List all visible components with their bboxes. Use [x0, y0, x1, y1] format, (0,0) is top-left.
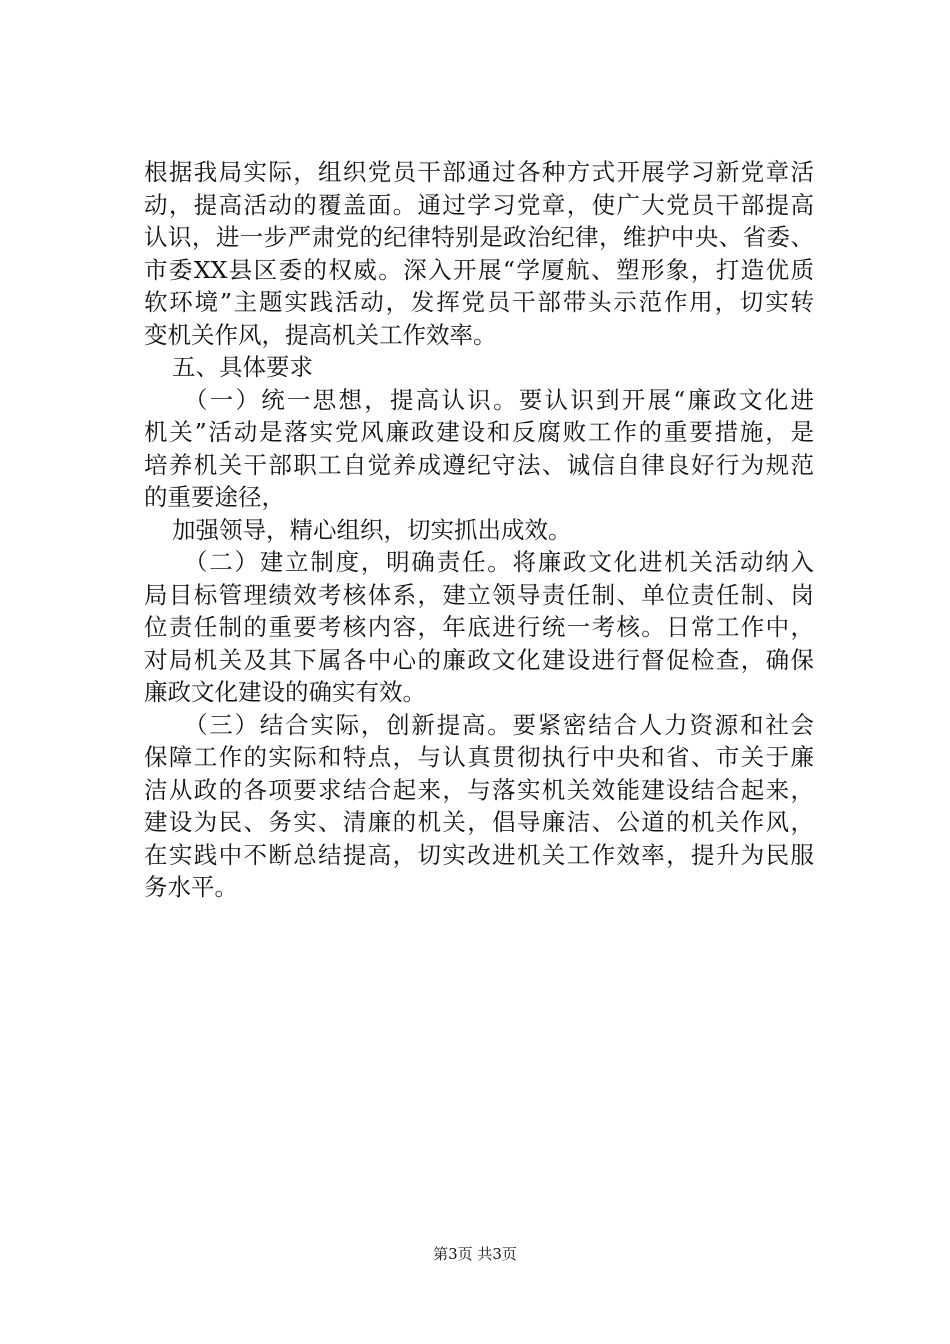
- document-body: [144, 156, 814, 904]
- body-line: 在实践中不断总结提高，切实改进机关工作效率，提升为民服: [144, 840, 814, 869]
- body-line: （三）结合实际，创新提高。要紧密结合人力资源和社会: [184, 710, 814, 739]
- body-line: 认识，进一步严肃党的纪律特别是政治纪律，维护中央、省委、: [144, 223, 814, 251]
- body-line: 局目标管理绩效考核体系，建立领导责任制、单位责任制、岗: [144, 580, 814, 609]
- body-line: 保障工作的实际和特点，与认真贯彻执行中央和省、市关于廉: [144, 743, 814, 771]
- body-line: 变机关作风，提高机关工作效率。: [144, 320, 497, 349]
- section-heading: 五、具体要求: [172, 353, 313, 381]
- body-line: 洁从政的各项要求结合起来，与落实机关效能建设结合起来，: [144, 775, 814, 804]
- body-line: 的重要途径，: [144, 483, 285, 511]
- page-number-footer: 第3页 共3页: [433, 1245, 517, 1263]
- body-line: 根据我局实际，组织党员干部通过各种方式开展学习新党章活: [144, 158, 814, 186]
- body-line: 建设为民、务实、清廉的机关，倡导廉洁、公道的机关作风，: [144, 808, 814, 836]
- body-line: 务水平。: [144, 873, 238, 901]
- body-line: 机关”活动是落实党风廉政建设和反腐败工作的重要措施，是: [144, 418, 814, 446]
- body-line: 市委XX县区委的权威。深入开展“学厦航、塑形象，打造优质: [144, 255, 814, 284]
- body-line: （一）统一思想，提高认识。要认识到开展“廉政文化进: [184, 385, 814, 414]
- body-line: 软环境”主题实践活动，发挥党员干部带头示范作用，切实转: [144, 288, 814, 316]
- body-line: 动，提高活动的覆盖面。通过学习党章，使广大党员干部提高: [144, 190, 814, 219]
- body-line: 位责任制的重要考核内容，年底进行统一考核。日常工作中，: [144, 613, 814, 641]
- body-line: 对局机关及其下属各中心的廉政文化建设进行督促检查，确保: [144, 645, 814, 674]
- body-line: （二）建立制度，明确责任。将廉政文化进机关活动纳入: [184, 548, 814, 576]
- body-line: 培养机关干部职工自觉养成遵纪守法、诚信自律良好行为规范: [144, 450, 814, 479]
- body-line: 加强领导，精心组织，切实抓出成效。: [172, 515, 572, 544]
- body-line: 廉政文化建设的确实有效。: [144, 678, 426, 706]
